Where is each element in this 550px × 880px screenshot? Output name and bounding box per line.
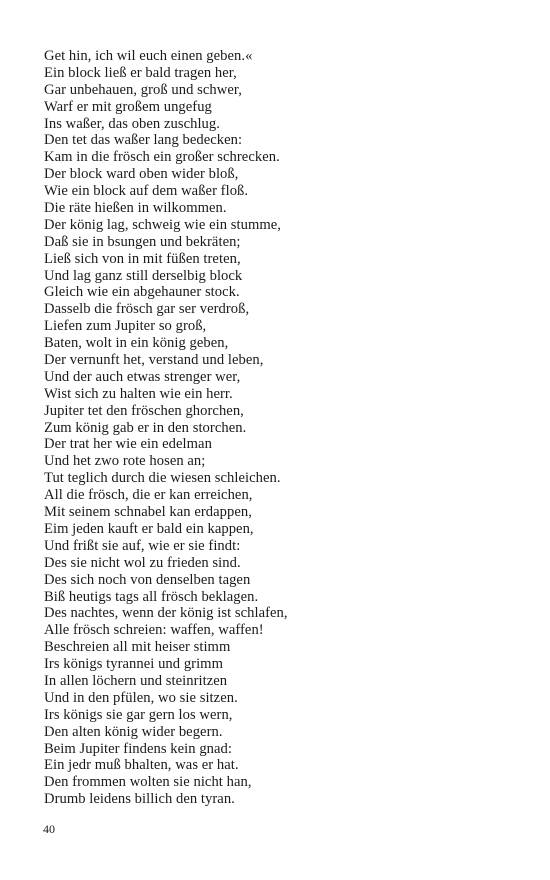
poem-line: Wist sich zu halten wie ein herr. — [44, 385, 233, 402]
poem-line: All die frösch, die er kan erreichen, — [44, 487, 253, 504]
poem-line: Des sie nicht wol zu frieden sind. — [44, 554, 241, 571]
poem-line: Des sich noch von denselben tagen — [44, 571, 251, 588]
poem-line: Ein block ließ er bald tragen her, — [44, 64, 237, 81]
poem-line: Und lag ganz still derselbig block — [44, 267, 243, 284]
poem-line: Den frommen wolten sie nicht han, — [44, 774, 252, 791]
poem-line: Und frißt sie auf, wie er sie findt: — [44, 537, 241, 554]
poem-line: Beschreien all mit heiser stimm — [44, 639, 231, 656]
poem-line: Kam in die frösch ein großer schrecken. — [44, 149, 280, 166]
poem-line: Get hin, ich wil euch einen geben.« — [44, 48, 253, 64]
poem-text — [44, 48, 524, 808]
poem-line: Jupiter tet den fröschen ghorchen, — [44, 402, 244, 419]
poem-line: Drumb leidens billich den tyran. — [44, 791, 235, 808]
poem-line: Alle frösch schreien: waffen, waffen! — [44, 622, 264, 639]
poem-line: Biß heutigs tags all frösch beklagen. — [44, 588, 259, 605]
poem-line: Liefen zum Jupiter so groß, — [44, 318, 207, 335]
poem-line: Tut teglich durch die wiesen schleichen. — [44, 470, 281, 487]
poem-line: Irs königs tyrannei und grimm — [44, 656, 223, 673]
poem-line: Daß sie in bsungen und bekräten; — [44, 233, 241, 250]
poem-line: Der vernunft het, verstand und leben, — [44, 352, 264, 369]
poem-line: Ließ sich von in mit füßen treten, — [44, 250, 241, 267]
poem-line: Der trat her wie ein edelman — [44, 436, 212, 453]
poem-line: Ein jedr muß bhalten, was er hat. — [44, 757, 239, 774]
poem-line: Mit seinem schnabel kan erdappen, — [44, 504, 252, 521]
poem-line: Die räte hießen in wilkommen. — [44, 200, 227, 217]
poem-line: Des nachtes, wenn der könig ist schlafen, — [44, 605, 288, 622]
poem-line: Den alten könig wider begern. — [44, 723, 223, 740]
poem-line: Dasselb die frösch gar ser verdroß, — [44, 301, 250, 318]
poem-line: Irs königs sie gar gern los wern, — [44, 706, 233, 723]
poem-line: Den tet das waßer lang bedecken: — [44, 132, 243, 149]
poem-line: Eim jeden kauft er bald ein kappen, — [44, 520, 254, 537]
poem-line: Gleich wie ein abgehauner stock. — [44, 284, 240, 301]
poem-line: Und het zwo rote hosen an; — [44, 453, 206, 470]
poem-line: Baten, wolt in ein könig geben, — [44, 335, 229, 352]
page-number: 40 — [43, 822, 55, 836]
poem-line: Gar unbehauen, groß und schwer, — [44, 81, 242, 98]
poem-line: Der block ward oben wider bloß, — [44, 166, 239, 183]
poem-line: In allen löchern und steinritzen — [44, 672, 228, 689]
poem-line: Zum könig gab er in den storchen. — [44, 419, 247, 436]
poem-line: Beim Jupiter findens kein gnad: — [44, 740, 232, 757]
poem-line: Und der auch etwas strenger wer, — [44, 368, 241, 385]
poem-line: Wie ein block auf dem waßer floß. — [44, 183, 249, 200]
poem-line: Der könig lag, schweig wie ein stumme, — [44, 216, 281, 233]
poem-line: Warf er mit großem ungefug — [44, 98, 212, 115]
poem-line: Ins waßer, das oben zuschlug. — [44, 115, 220, 132]
poem-line: Und in den pfülen, wo sie sitzen. — [44, 689, 238, 706]
